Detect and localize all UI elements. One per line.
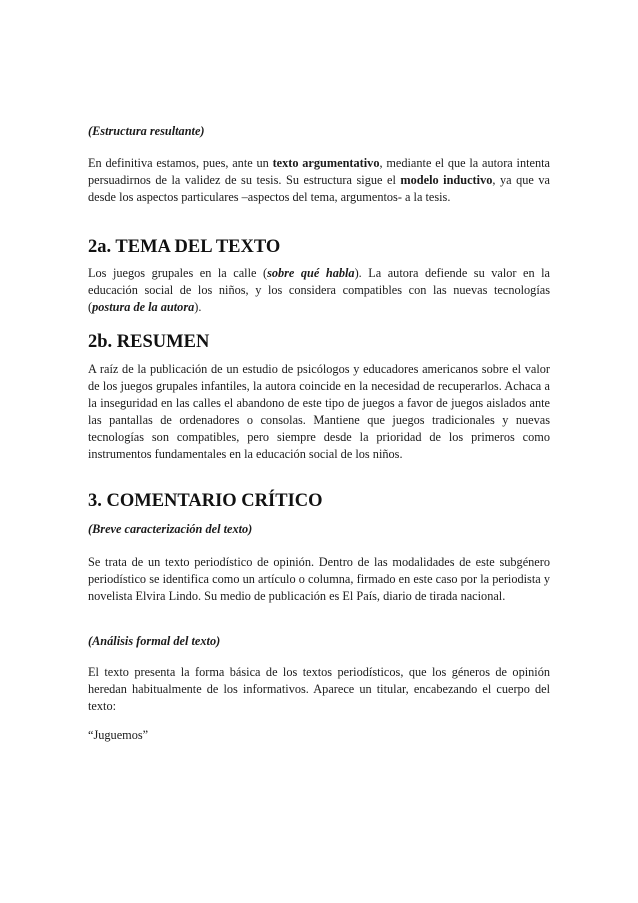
tema-paragraph bbox=[88, 265, 550, 316]
intro-text-1: En definitiva estamos, pues, ante un bbox=[88, 156, 273, 170]
intro-text-3: , ya que va desde los aspectos particulares –aspectos del tema, argumentos- a la tesis. bbox=[88, 173, 550, 204]
heading-tema: 2a. TEMA DEL TEXTO bbox=[88, 237, 281, 257]
tema-bold-italic-2: postura de la autora bbox=[92, 300, 195, 314]
analisis-caption: (Análisis formal del texto) bbox=[88, 634, 221, 648]
intro-text-2: , mediante el que la autora intenta persuadirnos de la validez de su tesis. Su estructura sigue el bbox=[88, 156, 551, 187]
analisis-paragraph: El texto presenta la forma básica de los textos periodísticos, que los géneros de opinión heredan habitualmente de los informativos. Aparece un titular, encabezando el cuerpo del texto: bbox=[88, 665, 550, 713]
intro-bold-modelo-inductivo: modelo inductivo bbox=[400, 173, 493, 187]
tema-bold-italic-1: sobre qué habla bbox=[267, 266, 355, 280]
tema-text-2: ). La autora defiende su valor en la educación social de los niños, y los considera compatibles con las nuevas tecnologías ( bbox=[88, 266, 551, 314]
heading-resumen: 2b. RESUMEN bbox=[88, 332, 210, 352]
resumen-paragraph: A raíz de la publicación de un estudio de psicólogos y educadores americanos sobre el valor de los juegos grupales infantiles, la autora coincide en la necesidad de recuperarlos. Achaca a la inseguridad en las calles el abandono de este tipo de juegos a favor de juegos aislados ante las pantallas de ordenadores o consolas. Mantiene que juegos tradicionales y nuevas tecnologías son compatibles, pero siempre desde la prioridad de los primeros como instrumentos fundamentales en la educación social de los niños. bbox=[88, 362, 550, 461]
intro-paragraph bbox=[88, 155, 550, 206]
quote-juguemos: “Juguemos” bbox=[88, 728, 149, 742]
heading-comentario: 3. COMENTARIO CRÍTICO bbox=[88, 491, 323, 511]
estructura-caption: (Estructura resultante) bbox=[88, 124, 205, 138]
tema-text-3: ). bbox=[194, 300, 202, 314]
breve-caption: (Breve caracterización del texto) bbox=[88, 522, 253, 536]
tema-text-1: Los juegos grupales en la calle ( bbox=[88, 266, 268, 280]
intro-bold-texto-argumentativo: texto argumentativo bbox=[272, 156, 380, 170]
breve-paragraph: Se trata de un texto periodístico de opinión. Dentro de las modalidades de este subgénero periodístico se identifica como un artículo o columna, firmado en este caso por la periodista y novelista Elvira Lindo. Su medio de publicación es El País, diario de tirada nacional. bbox=[88, 555, 550, 603]
